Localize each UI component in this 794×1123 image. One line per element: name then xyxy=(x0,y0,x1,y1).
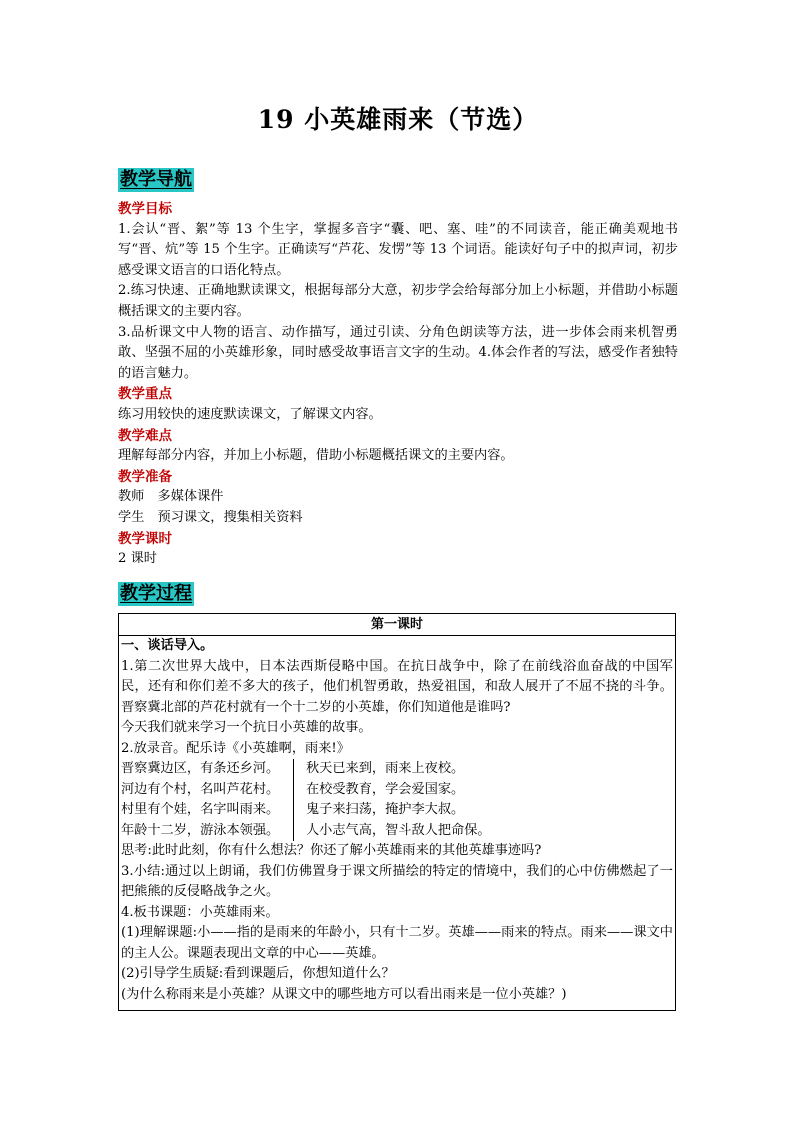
poem-line: 人小志气高，智斗敌人把命保。 xyxy=(306,822,491,838)
hours-text: 2 课时 xyxy=(118,551,157,567)
lesson-content xyxy=(119,636,675,1005)
poem-line: 鬼子来扫荡，掩护李大叔。 xyxy=(306,802,465,817)
poem-line: 在校受教育，学会爱国家。 xyxy=(306,781,465,797)
lesson-paragraph: 4.板书课题：小英雄雨来。 xyxy=(121,904,279,920)
lesson-paragraph: 1.第二次世界大战中，日本法西斯侵略中国。在抗日战争中，除了在前线浴血奋战的中国军民，还有和你们差不多大的孩子，他们机智勇敢，热爱祖国，和敌人展开了不屈不挠的斗争。晋察冀北部的芦花村就有一个十二岁的小英雄，你们知道他是谁吗? xyxy=(121,658,673,715)
poem-left-column xyxy=(121,759,291,841)
poem-divider xyxy=(293,759,294,841)
teaching-goals xyxy=(118,199,678,570)
poem xyxy=(121,759,673,841)
section-teaching-process: 教学过程 xyxy=(120,583,192,604)
goal-item: 1.会认“晋、絮”等 13 个生字，掌握多音字“囊、吧、塞、哇”的不同读音，能正确美观地书写“晋、炕”等 15 个生字。正确读写“芦花、发愣”等 13 个词语。能读好句子中的拟声词，初步感受课文语言的口语化特点。 xyxy=(118,221,678,278)
lesson-paragraph: 2.放录音。配乐诗《小英雄啊，雨来!》 xyxy=(121,740,350,756)
lesson-paragraph: 今天我们就来学习一个抗日小英雄的故事。 xyxy=(121,720,372,735)
poem-line: 河边有个村，名叫芦花村。 xyxy=(121,781,280,797)
key-heading: 教学重点 xyxy=(118,386,172,403)
lesson-paragraph: (2)引导学生质疑:看到课题后，你想知道什么？ xyxy=(121,966,395,981)
prep-student: 学生 预习课文，搜集相关资料 xyxy=(118,509,303,525)
lesson-paragraph: (为什么称雨来是小英雄？从课文中的哪些地方可以看出雨来是一位小英雄？) xyxy=(121,986,567,1002)
goals-list xyxy=(118,220,678,385)
page-title: 19 小英雄雨来（节选） xyxy=(257,105,539,134)
intro-heading: 一、谈话导入。 xyxy=(121,638,214,653)
goal-item: 3.品析课文中人物的语言、动作描写，通过引读、分角色朗读等方法，进一步体会雨来机智勇敢、坚强不屈的小英雄形象，同时感受故事语言文字的生动。4.体会作者的写法，感受作者独特的语言魅力。 xyxy=(118,324,678,381)
lesson-paragraph: 3.小结:通过以上朗诵，我们仿佛置身于课文所描绘的特定的情境中，我们的心中仿佛燃起了一把熊熊的反侵略战争之火。 xyxy=(121,863,673,899)
difficulty-text: 理解每部分内容，并加上小标题，借助小标题概括课文的主要内容。 xyxy=(118,448,514,464)
section-teaching-guide: 教学导航 xyxy=(120,169,192,190)
goals-heading: 教学目标 xyxy=(118,201,172,217)
prep-teacher: 教师 多媒体课件 xyxy=(118,489,224,505)
lesson-header: 第一课时 xyxy=(119,614,675,636)
prep-heading: 教学准备 xyxy=(118,468,172,485)
goal-item: 2.练习快速、正确地默读课文，根据每部分大意，初步学会给每部分加上小标题，并借助小标题概括课文的主要内容。 xyxy=(118,283,678,319)
poem-line: 晋察冀边区，有条还乡河。 xyxy=(121,761,280,776)
lesson-table xyxy=(118,613,676,1011)
poem-line: 年龄十二岁，游泳本领强。 xyxy=(121,822,280,838)
poem-right-column xyxy=(304,759,491,841)
difficulty-heading: 教学难点 xyxy=(118,427,172,444)
lesson-paragraph: 思考:此时此刻，你有什么想法？你还了解小英雄雨来的其他英雄事迹吗? xyxy=(121,843,542,858)
key-text: 练习用较快的速度默读课文，了解课文内容。 xyxy=(118,406,382,422)
poem-line: 村里有个娃，名字叫雨来。 xyxy=(121,802,280,817)
poem-line: 秋天已来到，雨来上夜校。 xyxy=(306,761,465,776)
hours-heading: 教学课时 xyxy=(118,530,172,547)
lesson-paragraph: (1)理解课题:小——指的是雨来的年龄小，只有十二岁。英雄——雨来的特点。雨来——课文中的主人公。课题表现出文章的中心——英雄。 xyxy=(121,925,673,961)
